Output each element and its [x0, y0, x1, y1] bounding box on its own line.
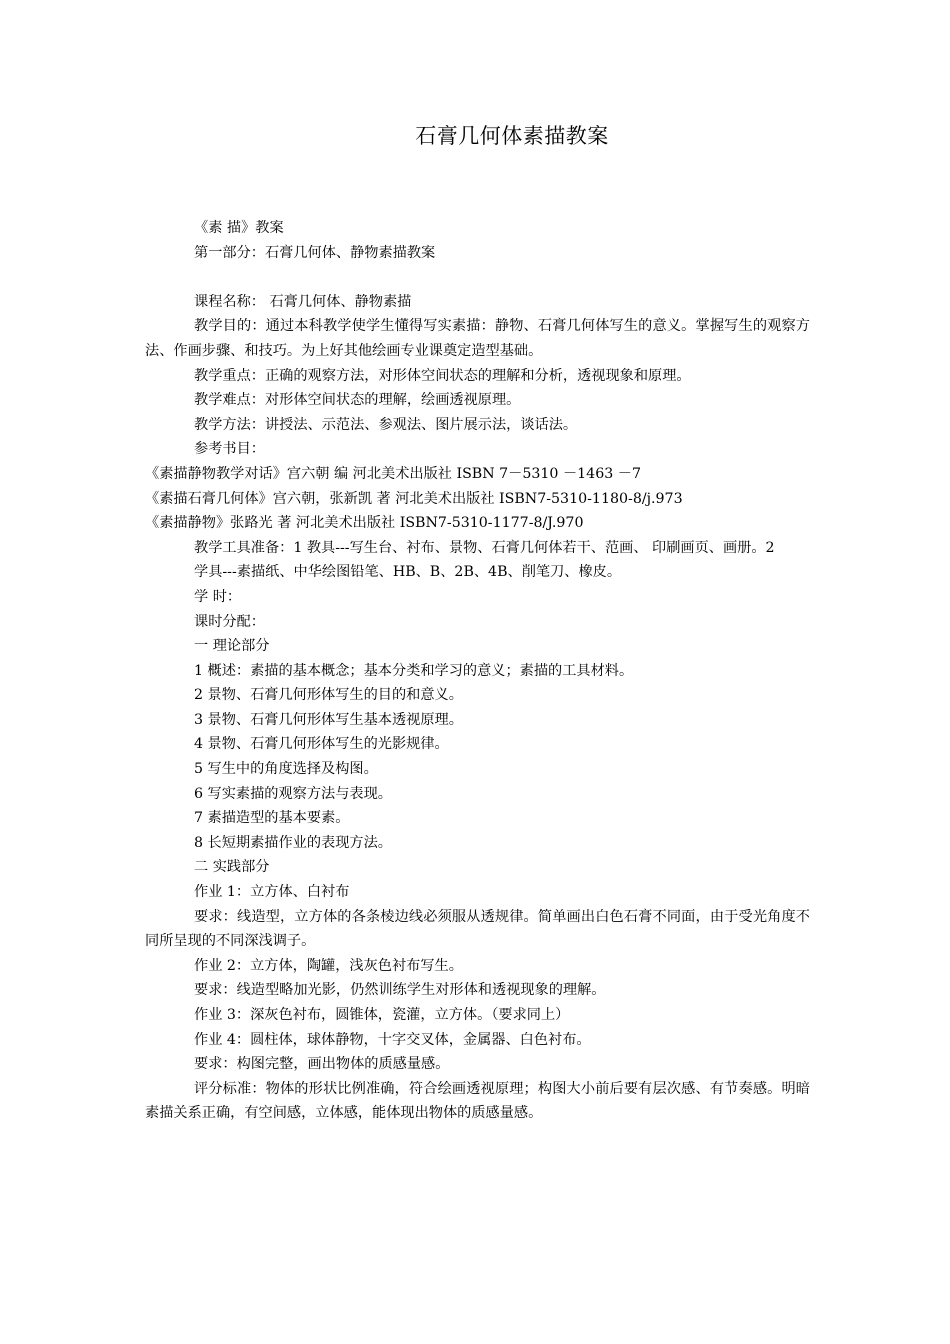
grading-criteria: 评分标准：物体的形状比例准确，符合绘画透视原理；构图大小前后要有层次感、有节奏感。明暗素描关系正确，有空间感，立体感，能体现出物体的质感量感。 — [145, 1080, 810, 1122]
teaching-methods: 教学方法：讲授法、示范法、参观法、图片展示法，谈话法。 — [194, 416, 578, 433]
teaching-purpose: 教学目的：通过本科教学使学生懂得写实素描：静物、石膏几何体写生的意义。掌握写生的观察方法、作画步骤、和技巧。为上好其他绘画专业课奠定造型基础。 — [145, 318, 810, 359]
theory-item: 2 景物、石膏几何形体写生的目的和意义。 — [194, 687, 463, 704]
practice-line: 要求：线造型，立方体的各条棱边线必须服从透规律。简单画出白色石膏不同面，由于受光角度不同所呈现的不同深浅调子。 — [145, 908, 810, 950]
theory-item: 8 长短期素描作业的表现方法。 — [194, 834, 392, 851]
student-supplies: 学具---素描纸、中华绘图铅笔、HB、B、2B、4B、削笔刀、橡皮。 — [194, 564, 622, 581]
document-title: 石膏几何体素描教案 — [415, 124, 609, 148]
practice-line: 要求：构图完整，画出物体的质感量感。 — [194, 1056, 450, 1073]
theory-item: 1 概述：素描的基本概念；基本分类和学习的意义；素描的工具材料。 — [194, 662, 634, 679]
teaching-difficulty: 教学难点：对形体空间状态的理解，绘画透视原理。 — [194, 392, 521, 409]
theory-item: 4 景物、石膏几何形体写生的光影规律。 — [194, 736, 449, 753]
practice-line: 作业 4：圆柱体，球体静物，十字交叉体，金属器、白色衬布。 — [194, 1031, 591, 1048]
theory-item: 3 景物、石膏几何形体写生基本透视原理。 — [194, 711, 463, 728]
reference-item: 《素描石膏几何体》宫六朝，张新凯 著 河北美术出版社 ISBN7-5310-1180-8/j.973 — [145, 490, 683, 507]
practice-heading: 二 实践部分 — [194, 859, 270, 876]
reference-item: 《素描静物》张路光 著 河北美术出版社 ISBN7-5310-1177-8/J.970 — [145, 515, 584, 532]
practice-line: 作业 2：立方体，陶罐，浅灰色衬布写生。 — [194, 957, 463, 974]
theory-heading: 一 理论部分 — [194, 638, 270, 655]
part-heading: 第一部分：石膏几何体、静物素描教案 — [194, 244, 436, 261]
hours-allocation: 课时分配： — [194, 613, 265, 630]
theory-item: 7 素描造型的基本要素。 — [194, 810, 350, 827]
references-label: 参考书目： — [194, 441, 265, 458]
practice-line: 要求：线造型略加光影，仍然训练学生对形体和透视现象的理解。 — [194, 982, 606, 999]
class-hours: 学 时： — [194, 588, 242, 605]
practice-line: 作业 1：立方体、白衬布 — [194, 884, 350, 901]
book-heading: 《素 描》教案 — [194, 220, 284, 236]
practice-line: 作业 3：深灰色衬布，圆锥体，瓷灌，立方体。（要求同上） — [194, 1007, 570, 1023]
course-name: 课程名称： 石膏几何体、静物素描 — [194, 293, 412, 310]
theory-item: 6 写实素描的观察方法与表现。 — [194, 785, 392, 802]
reference-item: 《素描静物教学对话》宫六朝 编 河北美术出版社 ISBN 7－5310 －1463 －7 — [145, 465, 641, 482]
theory-item: 5 写生中的角度选择及构图。 — [194, 761, 378, 778]
teaching-tools: 教学工具准备：1 教具---写生台、衬布、景物、石膏几何体若干、范画、 印刷画页、画册。2 — [194, 539, 775, 556]
document-body — [145, 216, 810, 1126]
spacer — [145, 265, 810, 290]
teaching-focus: 教学重点：正确的观察方法，对形体空间状态的理解和分析，透视现象和原理。 — [194, 367, 691, 384]
